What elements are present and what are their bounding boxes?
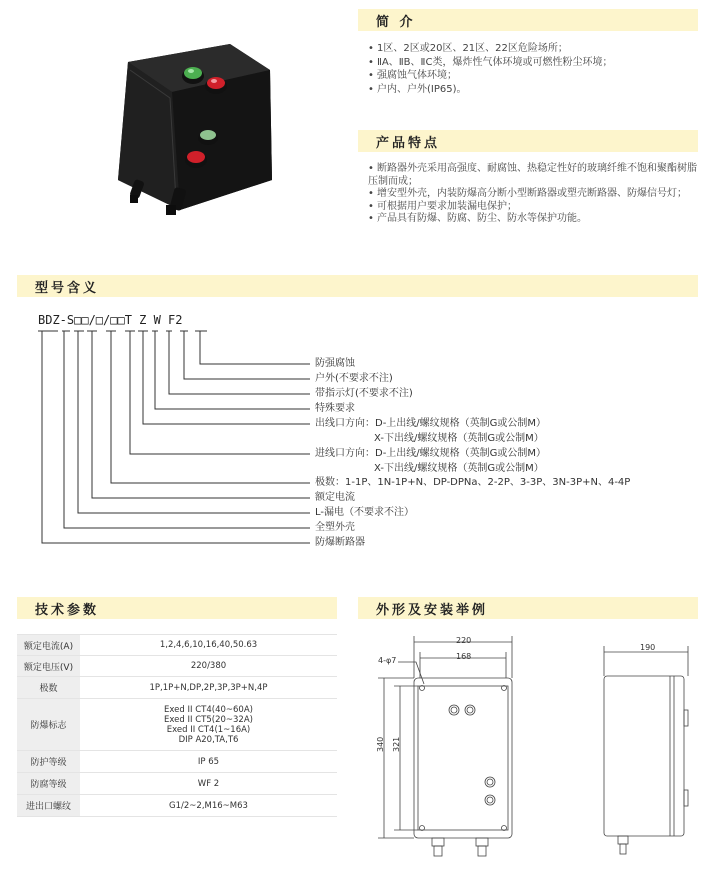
- specs-section-bar: [17, 597, 337, 619]
- model-label-current: 额定电流: [315, 492, 355, 503]
- spec-value-line: DIP A20,TA,T6: [178, 734, 239, 745]
- spec-key: 防护等级: [17, 751, 80, 773]
- intro-title: 简 介: [376, 15, 416, 30]
- model-label-inlet-d: 进线口方向：D-上出线/螺纹规格（英制G或公制M）: [315, 448, 547, 459]
- list-item: • ⅡA、ⅡB、ⅡC类，爆炸性气体环境或可燃性粉尘环境；: [368, 56, 613, 68]
- spec-value: WF 2: [80, 773, 337, 795]
- table-row: [17, 656, 337, 677]
- specs-table: [17, 634, 337, 817]
- list-item: • 产品具有防爆、防腐、防尘、防水等保护功能。: [368, 213, 587, 224]
- model-label-leakage: L-漏电（不要求不注）: [315, 507, 415, 518]
- spec-value: [80, 699, 337, 751]
- spec-value: 220/380: [80, 656, 337, 677]
- side-view-drawing: [590, 640, 700, 860]
- table-row: [17, 795, 337, 817]
- spec-value: IP 65: [80, 751, 337, 773]
- model-label-special: 特殊要求: [315, 403, 355, 414]
- model-label-poles: 极数：1-1P、1N-1P+N、DP-DPNa、2-2P、3-3P、3N-3P+N、4-4P: [315, 477, 631, 488]
- dim-height-outer: 340: [376, 736, 385, 752]
- list-item: • 强腐蚀气体环境；: [368, 70, 457, 81]
- spec-key: 额定电压(V): [17, 656, 80, 677]
- spec-value: 1P,1P+N,DP,2P,3P,3P+N,4P: [80, 677, 337, 699]
- model-label-outlet-d: 出线口方向：D-上出线/螺纹规格（英制G或公制M）: [315, 418, 547, 429]
- drawing-section-bar: [358, 597, 698, 619]
- spec-key: 防爆标志: [17, 699, 80, 751]
- model-title: 型号含义: [35, 281, 100, 296]
- spec-key: 防腐等级: [17, 773, 80, 795]
- model-label-inlet-x: X-下出线/螺纹规格（英制G或公制M）: [374, 463, 544, 474]
- spec-value: 1,2,4,6,10,16,40,50.63: [80, 635, 337, 656]
- table-row: [17, 635, 337, 656]
- table-row: [17, 751, 337, 773]
- model-label-plastic-shell: 全塑外壳: [315, 522, 355, 533]
- spec-key: 额定电流(A): [17, 635, 80, 656]
- model-label-outdoor: 户外(不要求不注): [315, 373, 393, 384]
- list-item: • 可根据用户要求加装漏电保护；: [368, 200, 517, 212]
- dim-depth: 190: [640, 643, 656, 652]
- list-item: • 断路器外壳采用高强度、耐腐蚀、热稳定性好的玻璃纤维不饱和聚酯树脂压制而成；: [368, 163, 697, 187]
- spec-key: 极数: [17, 677, 80, 699]
- dim-height-inner: 321: [392, 736, 401, 752]
- list-item: • 1区、2区或20区、21区、22区危险场所；: [368, 43, 568, 54]
- spec-value: G1/2~2,M16~M63: [80, 795, 337, 817]
- model-label-indicator: 带指示灯(不要求不注): [315, 388, 413, 399]
- spec-value-line: Exed II CT4(1~16A): [166, 724, 251, 735]
- dim-holes: 4-φ7: [378, 656, 397, 665]
- model-code: BDZ-S□□/□/□□T Z W F2: [38, 313, 183, 327]
- spec-value-line: Exed II CT5(20~32A): [164, 714, 253, 725]
- dim-width-inner: 168: [456, 652, 472, 661]
- model-label-breaker: 防爆断路器: [315, 537, 365, 548]
- table-row: [17, 677, 337, 699]
- dim-width-outer: 220: [456, 636, 472, 645]
- drawing-title: 外形及安装举例: [376, 603, 489, 618]
- list-item: • 户内、户外(IP65)。: [368, 83, 467, 95]
- specs-title: 技术参数: [35, 603, 100, 618]
- table-row: [17, 699, 337, 751]
- spec-value-line: Exed II CT4(40~60A): [164, 704, 253, 715]
- spec-key: 进出口螺纹: [17, 795, 80, 817]
- features-title: 产品特点: [376, 136, 441, 151]
- model-label-outlet-x: X-下出线/螺纹规格（英制G或公制M）: [374, 433, 544, 444]
- list-item: • 增安型外壳，内装防爆高分断小型断路器或塑壳断路器、防爆信号灯；: [368, 188, 687, 199]
- table-row: [17, 773, 337, 795]
- model-label-anticorrosion: 防强腐蚀: [315, 358, 355, 369]
